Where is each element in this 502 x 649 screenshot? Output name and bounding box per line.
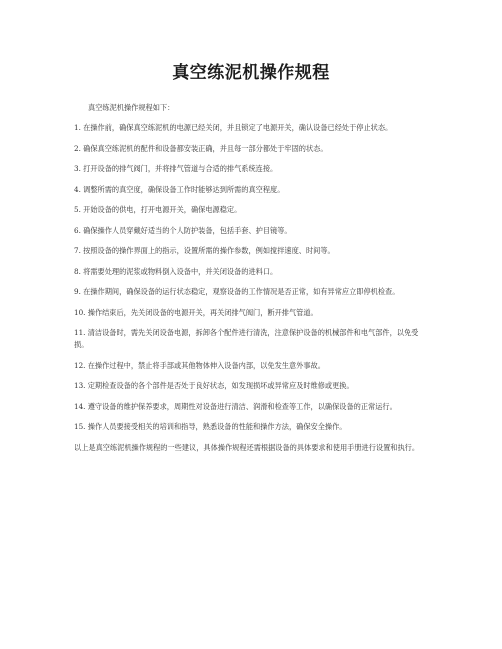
procedure-step: 8. 将需要处理的泥浆或物料倒入设备中，并关闭设备的进料口。	[74, 266, 278, 276]
procedure-step: 14. 遵守设备的维护保养要求，周期性对设备进行清洁、润滑和检查等工作，以确保设备的正常运行。	[74, 401, 397, 411]
intro-paragraph: 真空练泥机操作规程如下：	[88, 103, 175, 112]
procedure-step: 1. 在操作前，确保真空练泥机的电源已经关闭，并且锁定了电源开关，确认设备已经处于停止状态。	[74, 123, 393, 132]
procedure-step: 7. 按照设备的操作界面上的指示，设置所需的操作参数，例如搅拌速度、时间等。	[74, 246, 335, 255]
procedure-step: 10. 操作结束后，先关闭设备的电源开关，再关闭排气阀门，断开排气管道。	[74, 307, 318, 317]
procedure-step: 13. 定期检查设备的各个部件是否处于良好状态，如发现损坏或异常应及时维修或更换。	[74, 381, 354, 390]
procedure-step: 5. 开始设备的供电，打开电源开关，确保电源稳定。	[74, 205, 242, 214]
procedure-step: 9. 在操作期间，确保设备的运行状态稳定，观察设备的工作情况是否正常，如有异常应立即停机检查。	[74, 287, 400, 296]
procedure-step: 12. 在操作过程中，禁止将手部或其他物体伸入设备内部，以免发生意外事故。	[74, 360, 325, 370]
closing-paragraph: 以上是真空练泥机操作规程的一些建议，具体操作规程还需根据设备的具体要求和使用手册进行设置和执行。	[74, 442, 420, 452]
procedure-step: 4. 调整所需的真空度，确保设备工作时能够达到所需的真空程度。	[74, 184, 285, 194]
procedure-step: 2. 确保真空练泥机的配件和设备都安装正确，并且每一部分都处于牢固的状态。	[74, 143, 328, 153]
procedure-step: 6. 确保操作人员穿戴好适当的个人防护装备，包括手套、护目镜等。	[74, 225, 292, 235]
procedure-step: 3. 打开设备的排气阀门，并将排气管道与合适的排气系统连接。	[74, 164, 278, 173]
document-title: 真空练泥机操作规程	[172, 63, 330, 83]
procedure-step: 11. 清洁设备时，需先关闭设备电源，拆卸各个配件进行清洗，注意保护设备的机械部件和电气部件，以免受损。	[74, 328, 419, 349]
procedure-step: 15. 操作人员要接受相关的培训和指导，熟悉设备的性能和操作方法，确保安全操作。	[74, 422, 347, 431]
